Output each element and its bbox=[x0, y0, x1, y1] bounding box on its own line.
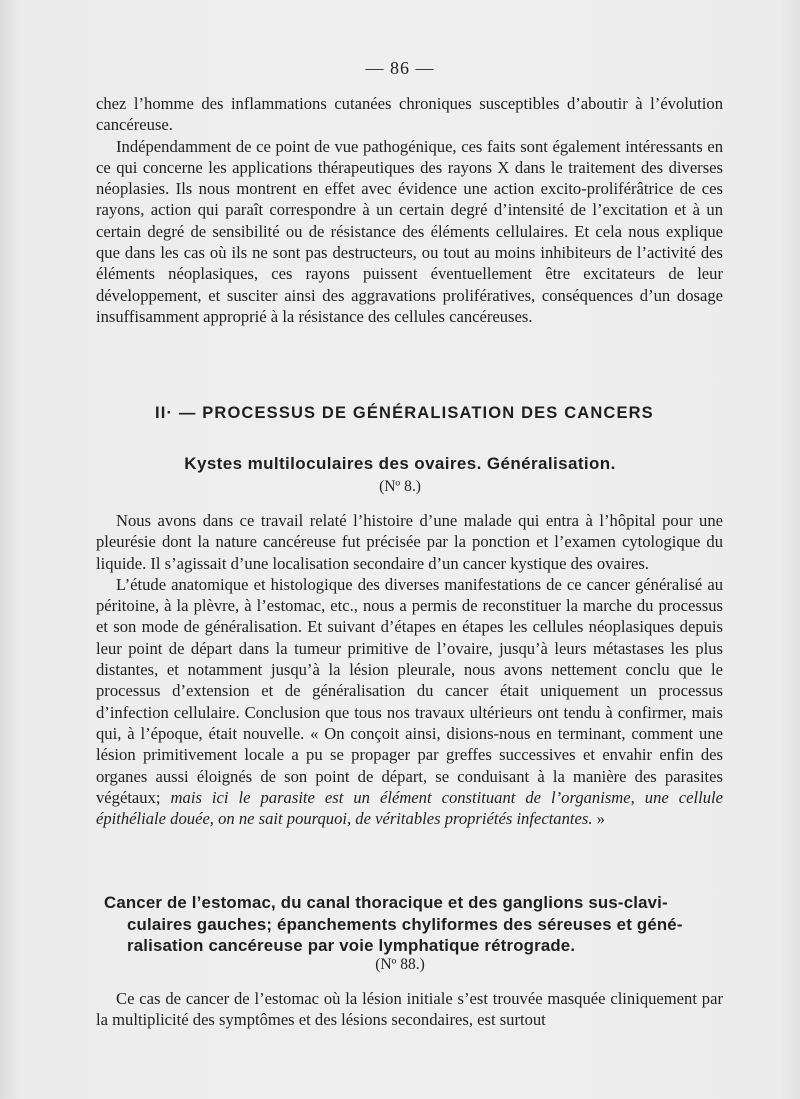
intro-paragraph-2: Indépendamment de ce point de vue pathogénique, ces faits sont également intéressants en ce qui concerne les applications thérapeutiques des rayons X dans le traitement des diverses néoplasies. Ils nous montrent en effet avec évidence une action excito-proliférâtrice de ces rayons, action qui paraît correspondre à un certain degré d’intensité de l’excitation et à un certain degré de sensibilité ou de résistance des éléments cellulaires. Et cela nous explique que dans les cas où ils ne sont pas destructeurs, ou tout au moins inhibiteurs de l’activité des éléments néoplasiques, ces rayons puissent éventuellement être excitateurs de leur développement, et susciter ainsi des aggravations prolifératives, conséquences d’un dosage insuffisamment approprié à la résistance des cellules cancéreuses. bbox=[96, 136, 723, 326]
kystes-text bbox=[96, 510, 723, 829]
kystes-paragraph-1: Nous avons dans ce travail relaté l’histoire d’une malade qui entra à l’hôpital pour une pleurésie dont la nature cancéreuse fut précisée par la ponction et l’examen cytologique du liquide. Il s’agissait d’une localisation secondaire d’un cancer kystique des ovaires. bbox=[96, 511, 723, 573]
kystes-heading: Kystes multiloculaires des ovaires. Généralisation. bbox=[184, 454, 616, 473]
intro-paragraph-1: chez l’homme des inflammations cutanées chroniques susceptibles d’aboutir à l’évolution cancéreuse. bbox=[96, 94, 723, 135]
estomac-heading-line-2: culaires gauches; épanchements chyliformes des séreuses et géné- bbox=[127, 914, 683, 934]
kystes-paragraph-2-text: L’étude anatomique et histologique des diverses manifestations de ce cancer généralisé au péritoine, à la plèvre, à l’estomac, etc., nous a permis de reconstituer la marche du processus et son mode de généralisation. Et suivant d’étapes en étapes les cellules néoplasiques depuis leur point de départ dans la tumeur primitive de l’ovaire, jusqu’à leurs métastases les plus distantes, et notamment jusqu’à la lésion pleurale, nous avons nettement conclu que le processus d’extension et de généralisation du cancer était uniquement un processus d’infection cellulaire. Conclusion que tous nos travaux ultérieurs ont tendu à confirmer, mais qui, à l’époque, était nouvelle. « On conçoit ainsi, disions-nous en terminant, comment une lésion primitivement locale a pu se propager par greffes successives et envahir enfin des organes aussi éloignés de son point de départ, se conduisant à la manière des parasites végétaux; bbox=[96, 574, 723, 807]
estomac-heading bbox=[104, 892, 728, 957]
estomac-heading-line-3: ralisation cancéreuse par voie lymphatique rétrograde. bbox=[127, 936, 576, 955]
estomac-heading-line-1: Cancer de l’estomac, du canal thoracique et des ganglions sus-clavi- bbox=[104, 893, 668, 912]
intro-text bbox=[96, 93, 723, 327]
page-number: — 86 — bbox=[365, 58, 435, 78]
estomac-text bbox=[96, 988, 723, 1031]
estomac-paragraph-1: Ce cas de cancer de l’estomac où la lésion initiale s’est trouvée masquée cliniquement par la multiplicité des symptômes et des lésions secondaires, est surtout bbox=[96, 989, 723, 1030]
section-heading: II· — PROCESSUS DE GÉNÉRALISATION DES CANCERS bbox=[155, 404, 654, 422]
kystes-paragraph-2-closing-quote: » bbox=[596, 809, 605, 829]
kystes-paragraph-2 bbox=[96, 574, 723, 830]
kystes-reference-number: (Nº 8.) bbox=[379, 478, 421, 495]
estomac-reference-number: (Nº 88.) bbox=[375, 956, 425, 973]
kystes-paragraph-2-italic-quote: mais ici le parasite est un élément constituant de l’organisme, une cellule épithéliale douée, on ne sait pourquoi, de véritables propriétés infectantes. bbox=[96, 787, 723, 829]
